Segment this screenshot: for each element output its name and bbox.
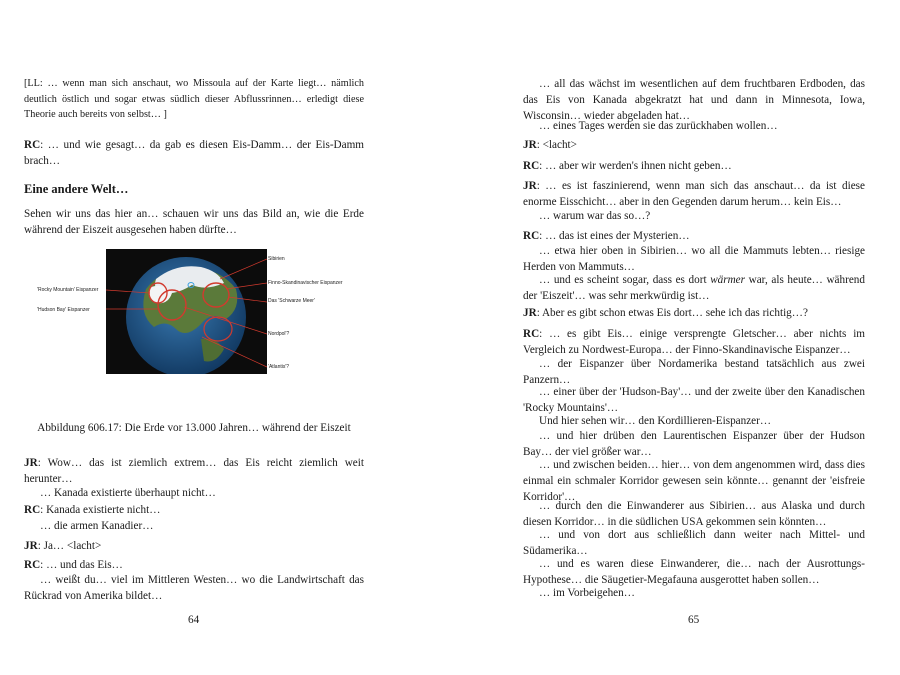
figure-caption: Abbildung 606.17: Die Erde vor 13.000 Jahren… während der Eiszeit xyxy=(37,422,351,434)
rc-paragraph-3 xyxy=(24,557,364,573)
speaker-label: RC xyxy=(523,328,540,340)
speaker-label: RC xyxy=(523,230,540,242)
speaker-label: RC xyxy=(24,504,41,516)
label-atlantis: 'Atlantis'? xyxy=(268,364,290,370)
paragraph-continuation xyxy=(523,272,865,304)
rc-paragraph-1 xyxy=(24,137,364,169)
paragraph-continuation: … und zwischen beiden… hier… von dem angenommen wird, dass dies einmal ein schmaler Korridor gewesen sein könnte… genannt der 'eisfreie Korridor'… xyxy=(523,459,865,503)
paragraph-text: : Kanada existierte nicht… xyxy=(40,504,161,516)
speaker-label: RC xyxy=(523,160,540,172)
paragraph-text: : <lacht> xyxy=(536,139,577,151)
paragraph-text: : … und das Eis… xyxy=(40,559,123,571)
paragraph-continuation: … einer über der 'Hudson-Bay'… und der zweite über den Kanadischen 'Rocky Mountains'… xyxy=(523,386,865,414)
jr-paragraph-1 xyxy=(523,137,865,153)
rc-paragraph-2 xyxy=(523,228,865,244)
jr-paragraph-3 xyxy=(523,305,865,321)
text-run: war, als heute… während der 'Eiszeit'… was sehr merkwürdig ist… xyxy=(523,274,865,302)
paragraph-text: : Wow… das ist ziemlich extrem… das Eis reicht ziemlich weit herunter… xyxy=(24,457,364,485)
jr-paragraph-1 xyxy=(24,455,364,487)
paragraph-continuation: Und hier sehen wir… den Kordillieren-Eispanzer… xyxy=(539,415,772,427)
rc-paragraph-3 xyxy=(523,326,865,358)
text-run: … und es scheint sogar, dass es dort xyxy=(539,274,711,286)
paragraph-continuation: … und von dort aus schließlich dann weiter nach Mittel- und Südamerika… xyxy=(523,529,865,557)
page-number-left: 64 xyxy=(188,614,200,626)
paragraph-text: : … und wie gesagt… da gab es diesen Eis-Damm… der Eis-Damm brach… xyxy=(24,139,364,167)
paragraph-continuation: … die armen Kanadier… xyxy=(40,520,154,532)
speaker-label: JR xyxy=(523,139,537,151)
paragraph-continuation: … und es waren diese Einwanderer, die… nach der Ausrottungs-Hypothese… die Säugetier-Megafauna ausgerottet haben sollen… xyxy=(523,558,865,586)
speaker-label: JR xyxy=(523,180,537,192)
bracket-note: [LL: … wenn man sich anschaut, wo Missoula auf der Karte liegt… nämlich deutlich östlich und sogar etwas südlich dieser Abflussrinnen… erledigt diese Theorie auch bereits von selbst… ] xyxy=(24,78,364,120)
page-number-right: 65 xyxy=(688,614,700,626)
paragraph-text: : … es ist faszinierend, wenn man sich das anschaut… da ist diese enorme Eisschicht… aber in den Gegenden darum herum… kein Eis… xyxy=(523,180,865,208)
paragraph-text: : … es gibt Eis… einige versprengte Gletscher… aber nichts im Vergleich zu Nordwest-Europa… der Finno-Skandinavische Eispanzer… xyxy=(523,328,865,356)
rc-paragraph-1 xyxy=(523,158,865,174)
emphasis-text: wärmer xyxy=(710,274,745,286)
paragraph-continuation: … und hier drüben den Laurentischen Eispanzer über der Hudson Bay… der viel größer war… xyxy=(523,430,865,458)
paragraph-text: : … aber wir werden's ihnen nicht geben… xyxy=(539,160,732,172)
speaker-label: JR xyxy=(24,540,38,552)
label-schwarzes-meer: Das 'Schwarze Meer' xyxy=(268,298,315,304)
rc-paragraph-2 xyxy=(24,502,364,518)
paragraph-continuation: … warum war das so…? xyxy=(539,210,651,222)
section-heading: Eine andere Welt… xyxy=(24,182,129,196)
paragraph-continuation: … der Eispanzer über Nordamerika bestand tatsächlich aus zwei Panzern… xyxy=(523,358,865,386)
label-nordpol: Nordpol'? xyxy=(268,331,290,337)
paragraph-continuation: … im Vorbeigehen… xyxy=(539,587,635,599)
speaker-label: RC xyxy=(24,559,41,571)
paragraph-text: : Aber es gibt schon etwas Eis dort… sehe ich das richtig…? xyxy=(536,307,808,319)
label-rocky: 'Rocky Mountain' Eispanzer xyxy=(37,287,99,293)
pointer-line xyxy=(220,259,267,279)
jr-paragraph-2 xyxy=(24,538,364,554)
paragraph-continuation: … etwa hier oben in Sibirien… wo all die Mammuts lebten… riesige Herden von Mammuts… xyxy=(523,245,865,273)
paragraph-continuation: … durch den die Einwanderer aus Sibirien… aus Alaska und durch diesen Korridor… in die südlichen USA gekommen sein könnten… xyxy=(523,500,865,528)
label-finno: Finno-Skandinavischer Eispanzer xyxy=(268,280,343,286)
paragraph-continuation: … Kanada existierte überhaupt nicht… xyxy=(40,487,216,499)
paragraph-continuation: … weißt du… viel im Mittleren Westen… wo die Landwirtschaft das Rückrad von Amerika bildet… xyxy=(24,574,364,602)
paragraph-text: : Ja… <lacht> xyxy=(37,540,102,552)
paragraph-continuation: … eines Tages werden sie das zurückhaben wollen… xyxy=(539,120,778,132)
paragraph: … all das wächst im wesentlichen auf dem fruchtbaren Erdboden, das das Eis von Kanada abgekratzt hat und dann in Minnesota, Iowa, Wisconsin… wieder abgeladen hat… xyxy=(523,78,865,122)
speaker-label: JR xyxy=(523,307,537,319)
label-hudson: 'Hudson Bay' Eispanzer xyxy=(37,307,90,313)
label-sibirien: Sibirien xyxy=(268,256,285,262)
speaker-label: RC xyxy=(24,139,41,151)
speaker-label: JR xyxy=(24,457,38,469)
paragraph-text: : … das ist eines der Mysterien… xyxy=(539,230,690,242)
intro-paragraph: Sehen wir uns das hier an… schauen wir uns das Bild an, wie die Erde während der Eiszeit ausgesehen haben dürfte… xyxy=(24,208,364,236)
jr-paragraph-2 xyxy=(523,178,865,210)
earth-ice-age-image xyxy=(106,249,267,374)
globe-graphic xyxy=(106,249,267,374)
